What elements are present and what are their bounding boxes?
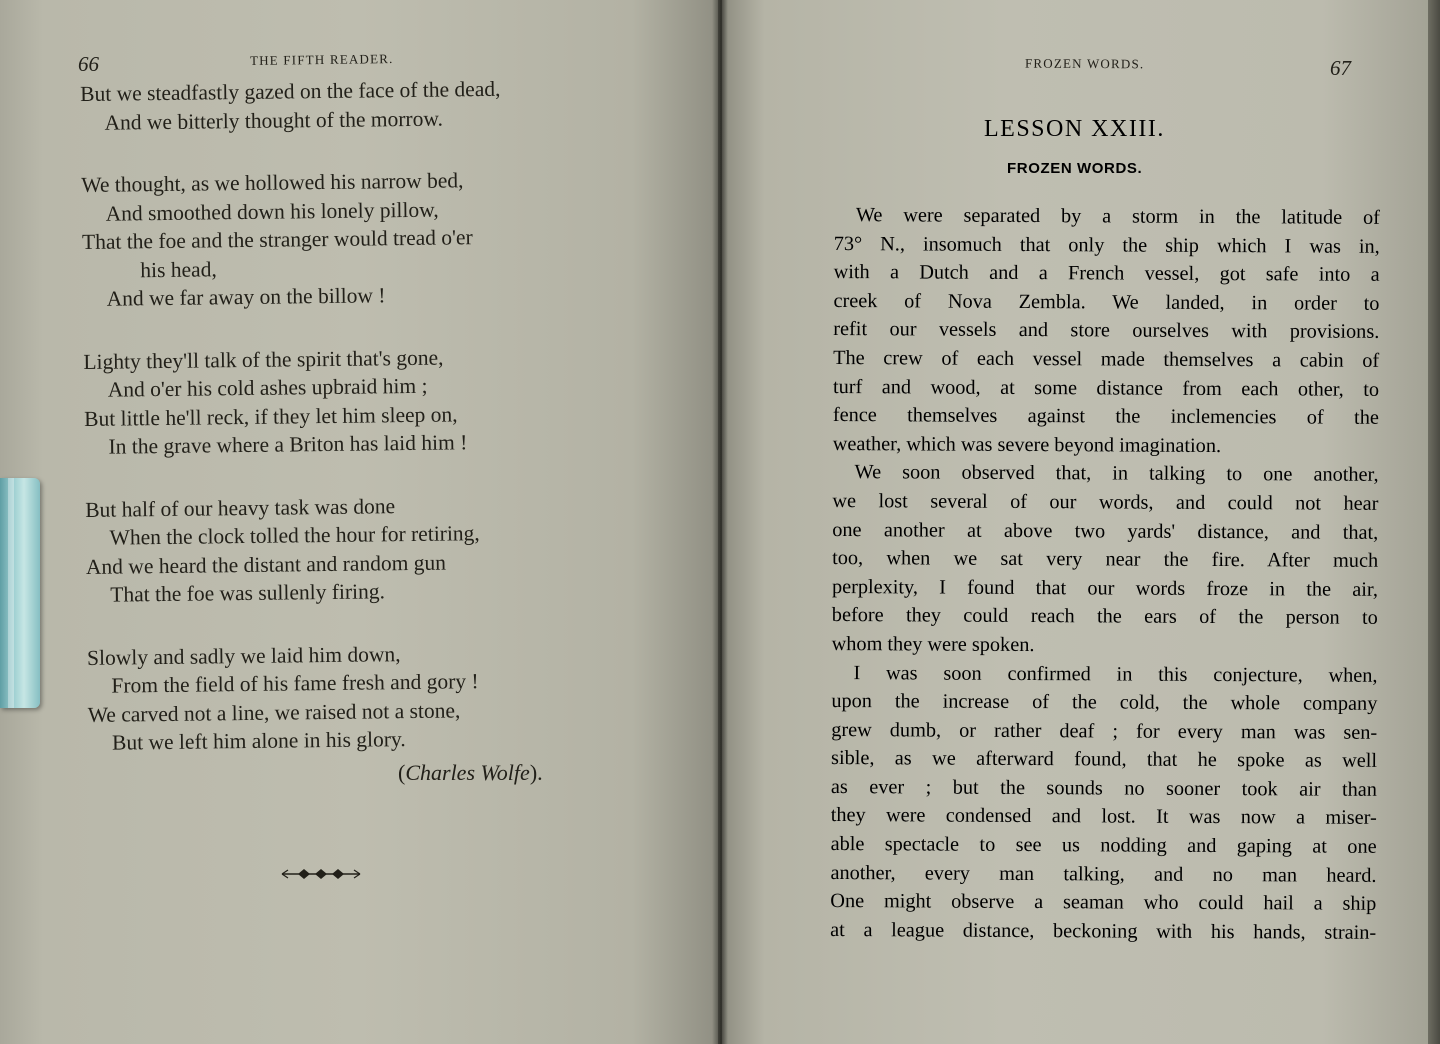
author-name: Charles Wolfe — [405, 760, 530, 785]
verse-line: In the grave where a Briton has laid him ! — [108, 430, 468, 459]
text-line: whom they were spoken. — [831, 632, 1035, 656]
poem — [80, 73, 649, 791]
text-line: too, when we sat very near the fire. After much — [832, 547, 1379, 572]
running-head: THE FIFTH READER. — [249, 50, 394, 69]
bookmark-tab — [0, 478, 40, 708]
page-number: 67 — [1330, 56, 1351, 80]
verse-line: When the clock tolled the hour for retiring, — [109, 521, 480, 550]
text-line: The crew of each vessel made themselves a cabin of — [833, 346, 1380, 372]
text-line: one another at above two yards' distance, and that, — [832, 518, 1379, 544]
verse-line: But we left him alone in his glory. — [111, 727, 406, 755]
verse-line: We thought, as we hollowed his narrow bed, — [81, 168, 464, 197]
verse-line: Lighty they'll talk of the spirit that's gone, — [83, 345, 444, 374]
verse-line: And smoothed down his lonely pillow, — [105, 197, 439, 226]
book-gutter — [712, 0, 728, 1044]
verse-line: That the foe and the stranger would tread o'er — [81, 225, 473, 254]
text-line: as ever ; but the sounds no sooner took air than — [830, 775, 1377, 801]
lesson-subtitle: FROZEN WORDS. — [1007, 160, 1143, 177]
text-line: perplexity, I found that our words froze in the air, — [831, 575, 1379, 601]
paragraph — [830, 658, 1377, 947]
verse-line: But we steadfastly gazed on the face of the dead, — [80, 76, 501, 106]
text-line: another, every man talking, and no man heard. — [830, 861, 1377, 887]
text-line: refit our vessels and store ourselves with provisions. — [833, 318, 1380, 344]
verse-line: But little he'll reck, if they let him sleep on, — [83, 401, 458, 431]
text-line: grew dumb, or rather deaf ; for every man was sen- — [831, 718, 1378, 744]
text-line: fence themselves against the inclemencies of the — [832, 404, 1379, 430]
text-line: creek of Nova Zembla. We landed, in order to — [833, 289, 1380, 315]
left-page — [0, 0, 718, 1044]
text-line: turf and wood, at some distance from each other, to — [832, 375, 1380, 401]
stanza — [80, 73, 641, 137]
text-line: I was soon confirmed in this conjecture, when, — [853, 661, 1378, 687]
text-line: 73° N., insomuch that only the ship which I was in, — [833, 232, 1380, 258]
attribution: (Charles Wolfe). — [398, 760, 543, 785]
text-line: able spectacle to see us nodding and gaping at one — [830, 833, 1377, 858]
verse-line: Slowly and sadly we laid him down, — [86, 641, 401, 670]
verse-line: That the foe was sullenly firing. — [110, 579, 386, 607]
stanza — [83, 341, 644, 462]
stanza — [87, 637, 648, 758]
text-line: weather, which was severe beyond imagination. — [832, 432, 1222, 457]
paragraph — [833, 201, 1380, 461]
text-line: before they could reach the ears of the person to — [831, 604, 1378, 630]
book-cover-edge — [1428, 0, 1440, 1044]
text-line: We were separated by a storm in the latitude of — [855, 204, 1380, 229]
page-number: 66 — [78, 52, 99, 76]
ornament-icon — [280, 866, 362, 882]
verse-line: And we bitterly thought of the morrow. — [104, 106, 444, 135]
verse-line: From the field of his fame fresh and gory ! — [111, 669, 479, 698]
verse-line: And we far away on the billow ! — [106, 283, 386, 311]
text-line: we lost several of our words, and could not hear — [832, 489, 1379, 515]
text-line: upon the increase of the cold, the whole company — [831, 690, 1378, 715]
bookmark-tab-highlight — [8, 478, 14, 708]
verse-line: And o'er his cold ashes upbraid him ; — [107, 373, 428, 402]
running-head: FROZEN WORDS. — [1024, 55, 1145, 72]
verse-line: And we heard the distant and random gun — [85, 550, 447, 579]
lesson-text — [830, 201, 1380, 947]
text-line: at a league distance, beckoning with his hands, strain- — [830, 918, 1377, 944]
verse-line: We carved not a line, we raised not a stone, — [87, 697, 461, 727]
paragraph — [832, 458, 1379, 661]
stanza — [85, 489, 646, 610]
text-line: We soon observed that, in talking to one another, — [854, 461, 1379, 487]
verse-line: his head, — [140, 256, 217, 282]
text-line: One might observe a seaman who could hail a ship — [830, 890, 1377, 916]
lesson-title: LESSON XXIII. — [984, 116, 1165, 142]
stanza — [81, 164, 643, 313]
text-line: they were condensed and lost. It was now a miser- — [830, 804, 1377, 830]
verse-line: But half of our heavy task was done — [85, 493, 396, 522]
text-line: with a Dutch and a French vessel, got safe into a — [833, 261, 1380, 287]
text-line: sible, as we afterward found, that he spoke as well — [831, 747, 1378, 773]
